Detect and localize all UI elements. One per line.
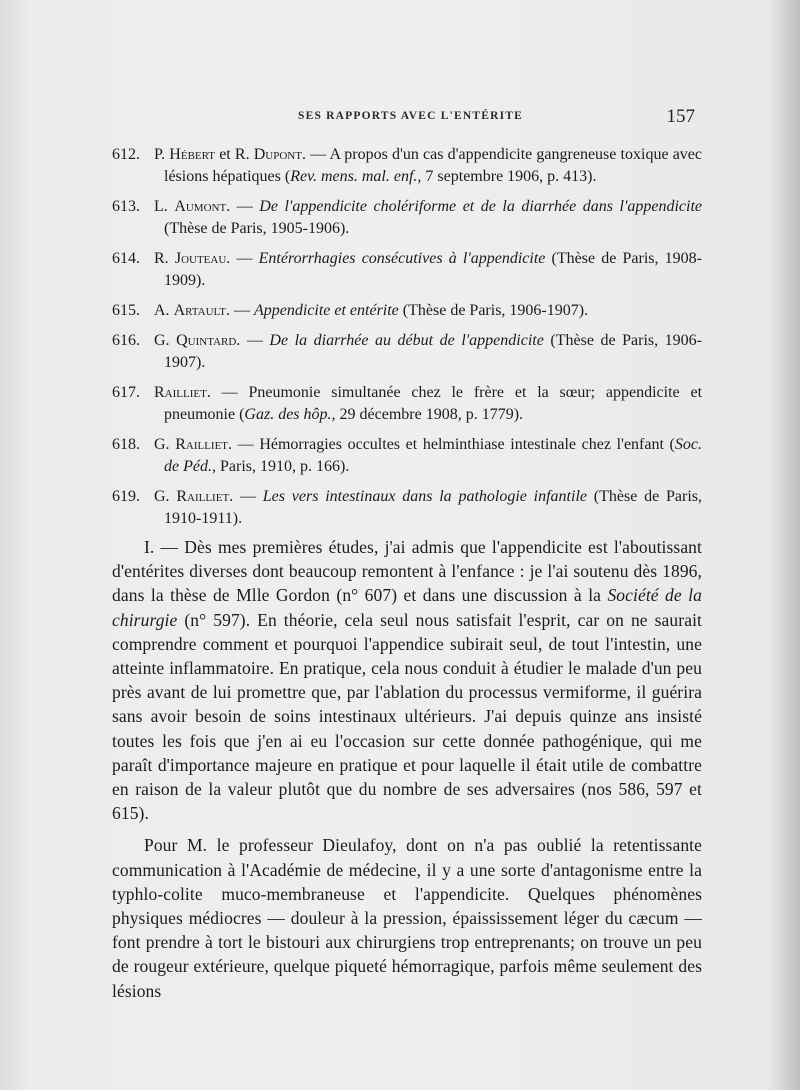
reference-614: 614. R. Jouteau. — Entérorrhagies consécutives à l'appendicite (Thèse de Paris, 1908-1909). [112,250,703,289]
page-number: 157 [666,106,695,127]
paragraph-2: Pour M. le professeur Dieulafoy, dont on n'a pas oublié la retentissante communication à l'Académie de médecine, il y a une sorte d'antagonisme entre la typhlo-colite muco-membraneuse et l'appendicite. Quelques phénomènes physiques médiocres — douleur à la pression, épaississement léger du cæcum — font prendre à tort le bistouri aux chirurgiens trop entreprenants; on trouve un peu de rougeur extérieure, quelque piqueté hémorragique, parfois même seulement des lésions [112,835,702,1001]
reference-612: 612. P. Hébert et R. Dupont. — A propos d'un cas d'appendicite gangreneuse toxique avec lésions hépatiques (Rev. mens. mal. enf., 7 septembre 1906, p. 413). [112,146,703,185]
body-text [112,535,702,1011]
reference-613: 613. L. Aumont. — De l'appendicite cholériforme et de la diarrhée dans l'appendicite (Thèse de Paris, 1905-1906). [112,198,703,237]
running-title: SES RAPPORTS AVEC L'ENTÉRITE [298,110,524,122]
reference-618: 618. G. Railliet. — Hémorragies occultes et helminthiase intestinale chez l'enfant (Soc. de Péd., Paris, 1910, p. 166). [112,436,702,475]
reference-list [112,144,702,538]
reference-615: 615. A. Artault. — Appendicite et entérite (Thèse de Paris, 1906-1907). [112,302,589,319]
reference-617: 617. Railliet. — Pneumonie simultanée chez le frère et la sœur; appendicite et pneumonie (Gaz. des hôp., 29 décembre 1908, p. 1779). [112,384,703,423]
paragraph-1: I. — Dès mes premières études, j'ai admis que l'appendicite est l'aboutissant d'entérites diverses dont beaucoup remontent à l'enfance : je l'ai soutenu dès 1896, dans la thèse de Mlle Gordon (n° 607) et dans une discussion à la Société de la chirurgie (n° 597). En théorie, cela seul nous satisfait l'esprit, car on ne saurait comprendre comment et pourquoi l'appendice subirait seul, de tout l'intestin, une atteinte inflammatoire. En pratique, cela nous conduit à étudier le malade d'un peu près avant de lui promettre que, par l'ablation du processus vermiforme, il guérira sans avoir besoin de soins intestinaux ultérieurs. J'ai depuis quinze ans insisté toutes les fois que j'en ai eu l'occasion sur cette donnée pathogénique, qui me paraît d'importance majeure en pratique et pour laquelle il était utile de combattre en raison de la valeur plutôt que du nombre de ses adversaires (nos 586, 597 et 615). [112,537,702,824]
page-header [143,106,703,130]
reference-619: 619. G. Railliet. — Les vers intestinaux dans la pathologie infantile (Thèse de Paris, 1910-1911). [112,488,702,527]
reference-616: 616. G. Quintard. — De la diarrhée au début de l'appendicite (Thèse de Paris, 1906-1907). [112,332,703,371]
